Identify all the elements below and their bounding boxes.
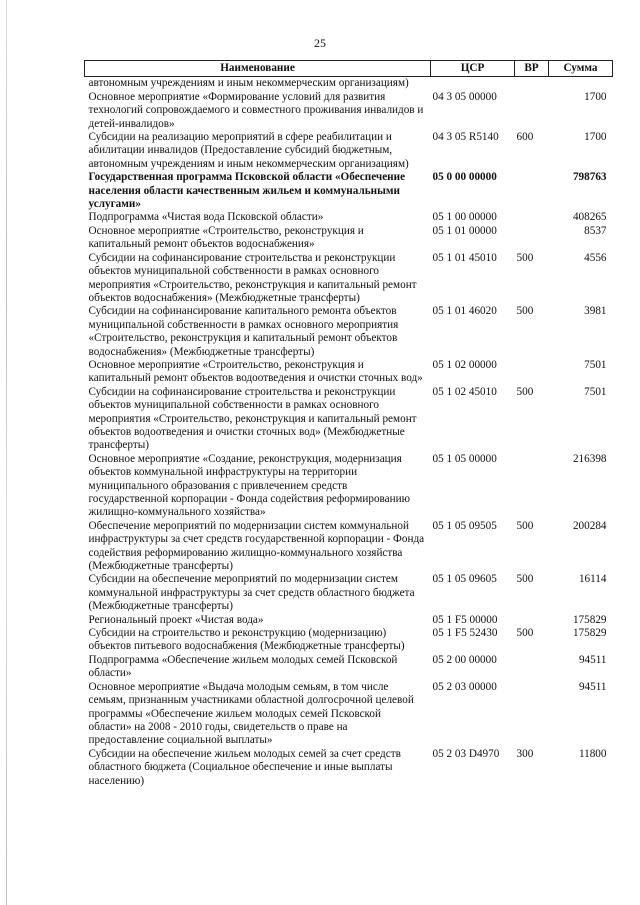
cell-sum: 175829: [572, 627, 607, 640]
cell-sum: 798763: [572, 171, 607, 184]
cell-csr: 05 0 00 00000: [432, 171, 497, 184]
cell-csr: 05 2 00 00000: [432, 653, 497, 666]
cell-csr: 05 2 03 00000: [432, 680, 497, 693]
table-row: [85, 211, 613, 224]
cell-name: Региональный проект «Чистая вода»: [88, 613, 264, 626]
cell-vr: [515, 225, 549, 252]
cell-name: Основное мероприятие «Строительство, реконструкция и капитальный ремонт объектов водоотведения и очистки сточных вод»: [88, 358, 423, 385]
table-row: [85, 748, 613, 788]
table-row: [85, 386, 613, 453]
cell-name: Основное мероприятие «Формирование условий для развития технологий сопровождаемого и совместного проживания инвалидов и детей-инвалидов»: [88, 90, 424, 130]
cell-csr: 05 1 05 00000: [432, 452, 497, 465]
table-row: [85, 614, 613, 627]
cell-csr: 05 1 01 00000: [432, 224, 497, 237]
cell-sum: 8537: [584, 224, 607, 237]
cell-name: Субсидии на реализацию мероприятий в сфере реабилитации и абилитации инвалидов (Предоставление субсидий бюджетным, автономным учреждениям и иным некоммерческим организациям): [88, 131, 409, 170]
table-row: [85, 681, 613, 748]
cell-csr: [431, 77, 515, 91]
cell-sum: 7501: [584, 385, 607, 398]
table-row: [85, 171, 613, 211]
cell-sum: 16114: [578, 573, 607, 586]
cell-csr: 05 1 00 00000: [432, 211, 497, 224]
table-header: [85, 61, 613, 77]
table-body: [85, 77, 613, 788]
cell-name: Обеспечение мероприятий по модернизации систем коммунальной инфраструктуры за счет средств государственной корпорации - Фонда содействия реформированию жилищно-коммунального хозяйства (Межбюджетные трансферты): [88, 519, 425, 573]
cell-name: Субсидии на обеспечение мероприятий по модернизации систем коммунальной инфраструктуры за счет средств областного бюджета (Межбюджетные трансферты): [88, 573, 415, 613]
cell-sum: 175829: [572, 613, 607, 626]
cell-sum: 3981: [584, 305, 607, 318]
cell-name: Основное мероприятие «Строительство, реконструкция и капитальный ремонт объектов водоснабжения»: [88, 224, 364, 251]
cell-vr: 500: [516, 305, 534, 318]
cell-sum: 1700: [584, 131, 607, 144]
cell-name: Субсидии на софинансирование строительства и реконструкции объектов муниципальной собственности в рамках основного мероприятия «Строительство, реконструкция и капитальный ремонт объектов водоотведения и очистки сточных вод» (Межбюджетные трансферты): [88, 385, 417, 452]
cell-vr: 300: [516, 747, 534, 760]
cell-name: Основное мероприятие «Создание, реконструкция, модернизация объектов коммунальной инфраструктуры на территории муниципального образования с привлечением средств государственной корпорации - Фонда содействия реформированию жилищно-коммунального хозяйства»: [88, 452, 410, 519]
table-row: [85, 131, 613, 171]
cell-sum: 216398: [572, 452, 607, 465]
cell-name: Субсидии на софинансирование капитального ремонта объектов муниципальной собственности в рамках основного мероприятия «Строительство, реконструкция и капитальный ремонт объектов водоснабжения» (Межбюджетные трансферты): [88, 305, 399, 358]
cell-vr: [515, 614, 549, 627]
table-row: [85, 77, 613, 91]
table-row: [85, 225, 613, 252]
budget-table: [84, 60, 613, 788]
cell-name: Государственная программа Псковской области «Обеспечение населения области качественным жильем и коммунальными услугами»: [88, 171, 406, 211]
table-row: [85, 573, 613, 613]
cell-name: Субсидии на обеспечение жильем молодых семей за счет средств областного бюджета (Социальное обеспечение и иные выплаты населению): [88, 747, 401, 787]
cell-vr: [515, 359, 549, 386]
cell-sum: 1700: [584, 90, 607, 103]
cell-name: Основное мероприятие «Выдача молодым семьям, в том числе семьям, признанным участниками областной долгосрочной целевой программы «Обеспечение жильем молодых семей Псковской области» на 2008 - 2010 годы, свидетельств о праве на предоставление социальной выплаты»: [88, 680, 414, 747]
cell-vr: 600: [516, 131, 534, 144]
cell-csr: 05 1 F5 52430: [432, 627, 498, 640]
page-number: 25: [314, 36, 326, 50]
cell-vr: 500: [516, 573, 534, 586]
cell-csr: 05 2 03 D4970: [432, 747, 500, 760]
cell-sum: 11800: [578, 747, 607, 760]
cell-vr: [515, 654, 549, 681]
cell-vr: [515, 171, 549, 211]
cell-vr: 500: [516, 627, 534, 640]
cell-csr: 05 1 01 46020: [432, 305, 497, 318]
cell-sum: 7501: [584, 358, 607, 371]
header-row: [85, 61, 613, 77]
cell-vr: [515, 77, 549, 91]
header-name: Наименование: [85, 61, 431, 77]
cell-vr: [515, 211, 549, 224]
cell-vr: [515, 681, 549, 748]
cell-csr: 05 1 02 45010: [432, 385, 497, 398]
cell-sum: 408265: [572, 211, 607, 224]
table-row: [85, 520, 613, 574]
cell-csr: 05 1 05 09605: [432, 573, 497, 586]
table-row: [85, 305, 613, 359]
cell-csr: 04 3 05 R5140: [432, 131, 499, 144]
cell-name: Подпрограмма «Обеспечение жильем молодых семей Псковской области»: [88, 653, 398, 680]
cell-sum: 94511: [578, 653, 607, 666]
table-row: [85, 654, 613, 681]
cell-csr: 05 1 01 45010: [432, 251, 497, 264]
table-row: [85, 453, 613, 520]
cell-name: Подпрограмма «Чистая вода Псковской области»: [88, 211, 324, 224]
cell-name: Субсидии на софинансирование строительства и реконструкции объектов муниципальной собственности в рамках основного мероприятия «Строительство, реконструкция и капитальный ремонт объектов водоснабжения» (Межбюджетные трансферты): [88, 251, 417, 304]
cell-sum: [549, 77, 613, 91]
cell-csr: 05 1 02 00000: [432, 358, 497, 371]
cell-csr: 04 3 05 00000: [432, 90, 497, 103]
cell-sum: 94511: [578, 680, 607, 693]
cell-vr: [515, 453, 549, 520]
cell-vr: 500: [516, 251, 534, 264]
cell-sum: 200284: [572, 519, 607, 532]
cell-name: Субсидии на строительство и реконструкцию (модернизацию) объектов питьевого водоснабжения (Межбюджетные трансферты): [88, 627, 405, 653]
cell-vr: [515, 91, 549, 131]
scan-left-edge: [6, 0, 7, 905]
table-row: [85, 359, 613, 386]
cell-sum: 4556: [584, 251, 607, 264]
header-vr: ВР: [515, 61, 549, 77]
table-row: [85, 252, 613, 306]
header-csr: ЦСР: [431, 61, 515, 77]
cell-csr: 05 1 05 09505: [432, 519, 497, 532]
cell-vr: 500: [516, 385, 534, 398]
cell-vr: 500: [516, 519, 534, 532]
cell-name: автономным учреждениям и иным некоммерческим организациям): [88, 77, 409, 90]
table-row: [85, 91, 613, 131]
cell-csr: 05 1 F5 00000: [432, 613, 498, 626]
header-sum: Сумма: [549, 61, 613, 77]
table-row: [85, 627, 613, 654]
